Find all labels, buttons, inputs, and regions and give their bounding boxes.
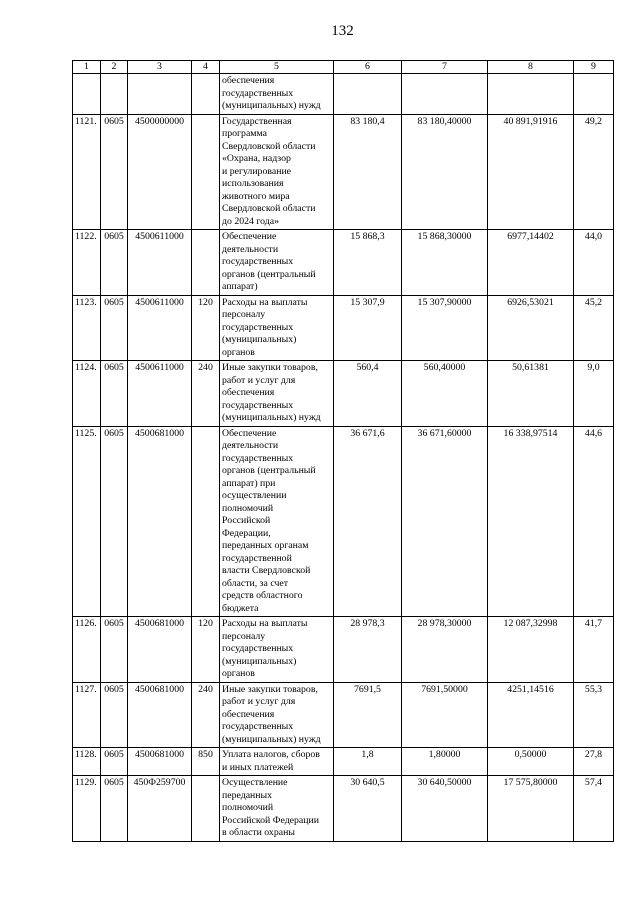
table-row (73, 426, 614, 617)
column-header-6: 6 (334, 61, 402, 74)
target-article-code-cell: 4500681000 (128, 682, 192, 748)
row-number-cell: 1129. (73, 776, 101, 842)
table-row (73, 74, 614, 115)
table-row (73, 776, 614, 842)
execution-percent-cell: 27,8 (574, 748, 614, 776)
execution-percent-cell: 49,2 (574, 114, 614, 230)
planned-amount-cell: 30 640,5 (334, 776, 402, 842)
executed-amount-cell: 4251,14516 (488, 682, 574, 748)
execution-percent-cell: 55,3 (574, 682, 614, 748)
column-header-9: 9 (574, 61, 614, 74)
item-name-cell: Расходы на выплаты персоналу государственных (муниципальных) органов (220, 617, 334, 683)
row-number-cell (73, 74, 101, 115)
expense-type-code-cell: 120 (192, 295, 220, 361)
approved-amount-cell: 560,40000 (402, 361, 488, 427)
column-header-3: 3 (128, 61, 192, 74)
section-code-cell: 0605 (101, 361, 128, 427)
row-number-cell: 1127. (73, 682, 101, 748)
target-article-code-cell: 4500681000 (128, 617, 192, 683)
item-name-cell: Обеспечение деятельности государственных органов (центральный аппарат) при осуществлении полномочий Российской Федерации, переданных органам государственной власти Свердловской области, за счет средств областного бюджета (220, 426, 334, 617)
row-number-cell: 1122. (73, 230, 101, 296)
budget-table (72, 60, 614, 842)
item-name-cell: Осуществление переданных полномочий Российской Федерации в области охраны (220, 776, 334, 842)
approved-amount-cell: 15 868,30000 (402, 230, 488, 296)
planned-amount-cell: 83 180,4 (334, 114, 402, 230)
item-name-cell: Иные закупки товаров, работ и услуг для обеспечения государственных (муниципальных) нужд (220, 682, 334, 748)
execution-percent-cell: 44,0 (574, 230, 614, 296)
executed-amount-cell: 12 087,32998 (488, 617, 574, 683)
section-code-cell: 0605 (101, 617, 128, 683)
table-row (73, 295, 614, 361)
expense-type-code-cell (192, 230, 220, 296)
row-number-cell: 1126. (73, 617, 101, 683)
executed-amount-cell: 17 575,80000 (488, 776, 574, 842)
section-code-cell: 0605 (101, 114, 128, 230)
expense-type-code-cell: 240 (192, 361, 220, 427)
executed-amount-cell: 16 338,97514 (488, 426, 574, 617)
approved-amount-cell: 7691,50000 (402, 682, 488, 748)
item-name-cell: обеспечения государственных (муниципальных) нужд (220, 74, 334, 115)
column-header-8: 8 (488, 61, 574, 74)
item-name-cell: Расходы на выплаты персоналу государственных (муниципальных) органов (220, 295, 334, 361)
section-code-cell: 0605 (101, 682, 128, 748)
target-article-code-cell: 4500611000 (128, 295, 192, 361)
item-name-cell: Обеспечение деятельности государственных органов (центральный аппарат) (220, 230, 334, 296)
section-code-cell: 0605 (101, 748, 128, 776)
item-name-cell: Уплата налогов, сборов и иных платежей (220, 748, 334, 776)
expense-type-code-cell (192, 426, 220, 617)
approved-amount-cell: 15 307,90000 (402, 295, 488, 361)
planned-amount-cell: 1,8 (334, 748, 402, 776)
target-article-code-cell: 4500611000 (128, 361, 192, 427)
table-row (73, 617, 614, 683)
executed-amount-cell: 6977,14402 (488, 230, 574, 296)
planned-amount-cell: 15 307,9 (334, 295, 402, 361)
planned-amount-cell (334, 74, 402, 115)
row-number-cell: 1121. (73, 114, 101, 230)
item-name-cell: Иные закупки товаров, работ и услуг для обеспечения государственных (муниципальных) нужд (220, 361, 334, 427)
execution-percent-cell: 44,6 (574, 426, 614, 617)
row-number-cell: 1128. (73, 748, 101, 776)
target-article-code-cell: 4500681000 (128, 748, 192, 776)
planned-amount-cell: 36 671,6 (334, 426, 402, 617)
table-row (73, 682, 614, 748)
approved-amount-cell: 30 640,50000 (402, 776, 488, 842)
executed-amount-cell: 6926,53021 (488, 295, 574, 361)
expense-type-code-cell: 240 (192, 682, 220, 748)
table-row (73, 361, 614, 427)
column-header-7: 7 (402, 61, 488, 74)
page-number: 132 (331, 23, 354, 39)
approved-amount-cell: 1,80000 (402, 748, 488, 776)
execution-percent-cell: 9,0 (574, 361, 614, 427)
executed-amount-cell: 50,61381 (488, 361, 574, 427)
target-article-code-cell: 4500611000 (128, 230, 192, 296)
expense-type-code-cell (192, 114, 220, 230)
table-row (73, 748, 614, 776)
planned-amount-cell: 28 978,3 (334, 617, 402, 683)
table-row (73, 114, 614, 230)
header-row (73, 61, 614, 74)
row-number-cell: 1123. (73, 295, 101, 361)
row-number-cell: 1124. (73, 361, 101, 427)
expense-type-code-cell: 850 (192, 748, 220, 776)
planned-amount-cell: 560,4 (334, 361, 402, 427)
expense-type-code-cell: 120 (192, 617, 220, 683)
executed-amount-cell: 40 891,91916 (488, 114, 574, 230)
target-article-code-cell: 450Ф259700 (128, 776, 192, 842)
execution-percent-cell (574, 74, 614, 115)
execution-percent-cell: 57,4 (574, 776, 614, 842)
item-name-cell: Государственная программа Свердловской области «Охрана, надзор и регулирование использования животного мира Свердловской области до 2024 года» (220, 114, 334, 230)
section-code-cell: 0605 (101, 230, 128, 296)
planned-amount-cell: 7691,5 (334, 682, 402, 748)
section-code-cell: 0605 (101, 776, 128, 842)
target-article-code-cell (128, 74, 192, 115)
section-code-cell: 0605 (101, 295, 128, 361)
column-header-1: 1 (73, 61, 101, 74)
planned-amount-cell: 15 868,3 (334, 230, 402, 296)
executed-amount-cell: 0,50000 (488, 748, 574, 776)
expense-type-code-cell (192, 776, 220, 842)
approved-amount-cell: 36 671,60000 (402, 426, 488, 617)
row-number-cell: 1125. (73, 426, 101, 617)
section-code-cell (101, 74, 128, 115)
execution-percent-cell: 41,7 (574, 617, 614, 683)
section-code-cell: 0605 (101, 426, 128, 617)
approved-amount-cell: 83 180,40000 (402, 114, 488, 230)
approved-amount-cell: 28 978,30000 (402, 617, 488, 683)
column-header-2: 2 (101, 61, 128, 74)
executed-amount-cell (488, 74, 574, 115)
column-header-4: 4 (192, 61, 220, 74)
approved-amount-cell (402, 74, 488, 115)
target-article-code-cell: 4500681000 (128, 426, 192, 617)
execution-percent-cell: 45,2 (574, 295, 614, 361)
table-row (73, 230, 614, 296)
table-body (73, 74, 614, 842)
expense-type-code-cell (192, 74, 220, 115)
target-article-code-cell: 4500000000 (128, 114, 192, 230)
column-header-5: 5 (220, 61, 334, 74)
